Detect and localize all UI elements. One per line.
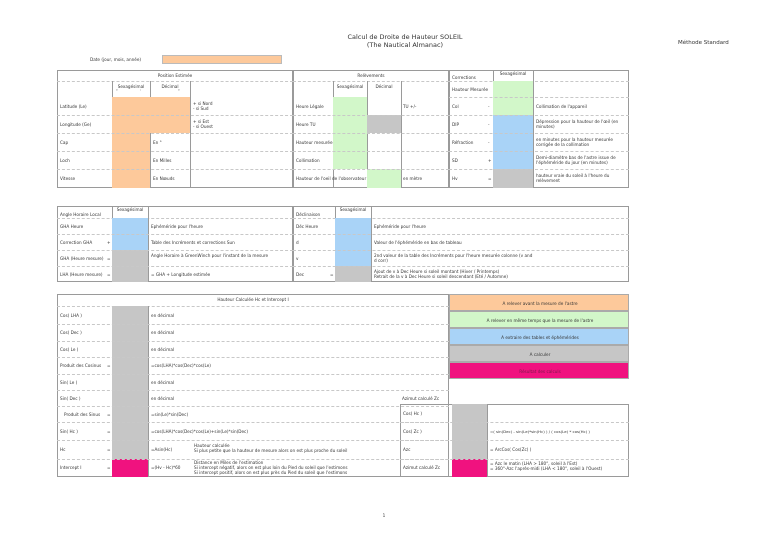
- legend-grey: A calculer: [449, 345, 629, 362]
- method-label: Méthode Standard: [678, 40, 729, 46]
- dec-cells[interactable]: [335, 218, 371, 266]
- azimut-grey-cells: [452, 404, 487, 459]
- hv-cell: [493, 169, 533, 188]
- page-title: Calcul de Droite de Hauteur SOLEIL: [347, 33, 463, 41]
- azimut-result: [452, 459, 487, 477]
- row-cap: Cap: [60, 140, 69, 145]
- date-label: Date (jour, mois, année): [90, 57, 142, 62]
- page-number: 1: [382, 513, 386, 518]
- intercept-result: [112, 459, 148, 477]
- hc-title: Hauteur Calculée Hc et Intercept I: [217, 297, 289, 302]
- dip-refraction-sd-cells[interactable]: [493, 115, 533, 169]
- row-longitude: Longitude (Ge): [60, 122, 92, 127]
- legend-blue: A extraire des tables et éphémérides: [449, 328, 629, 345]
- hauteur-oeil-input[interactable]: [367, 169, 401, 188]
- position-deci-header: Décimal: [161, 84, 179, 89]
- cap-loch-speed-inputs[interactable]: [112, 133, 150, 188]
- hc-grey-cells: [112, 306, 148, 459]
- releves-title: Relèvements: [357, 73, 385, 78]
- dec-title: Déclinaison: [296, 212, 321, 217]
- corrections-title: Corrections: [452, 75, 476, 80]
- dec-result: [335, 266, 371, 282]
- position-sexa-header: Sexagésimal: [117, 84, 145, 89]
- hauteur-mesuree-cell[interactable]: [493, 81, 533, 115]
- heure-legale-input[interactable]: [333, 97, 367, 115]
- page-subtitle: (The Nautical Almanac): [366, 41, 444, 49]
- position-title: Position Estimée: [157, 73, 193, 78]
- date-input[interactable]: [162, 55, 282, 64]
- legend-orange: A relever avant la mesure de l'astre: [449, 294, 629, 311]
- azimut-title: Azimut calculé Zc: [402, 396, 440, 401]
- row-latitude: Latitude (Le): [60, 104, 87, 109]
- legend-green: A relever en même temps que la mesure de l'astre: [449, 311, 629, 328]
- heure-tu-input[interactable]: [333, 115, 367, 133]
- row-vitesse: Vitesse: [60, 176, 76, 181]
- ahl-title: Angle Horaire Local: [60, 212, 101, 217]
- legend-pink: Résultat des calculs: [449, 362, 629, 379]
- row-loch: Loch: [60, 158, 70, 163]
